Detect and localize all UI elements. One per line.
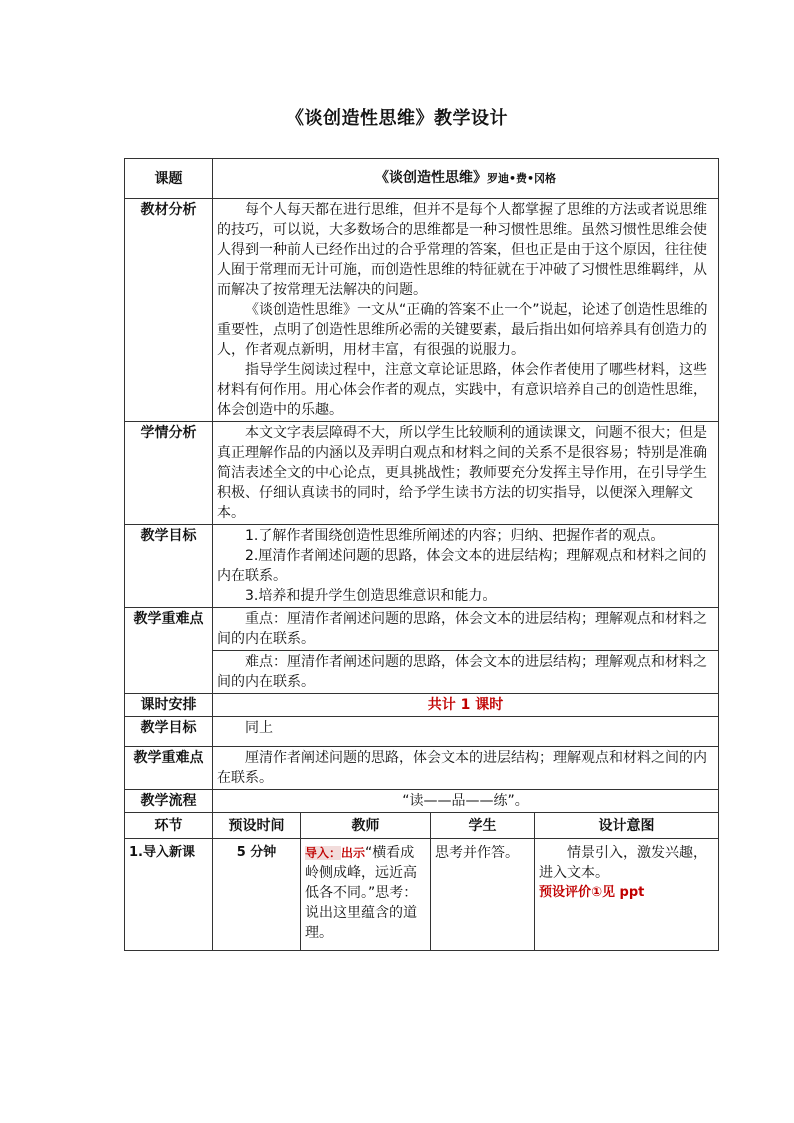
teacher-tag2: 出示	[341, 846, 366, 860]
header-intent: 设计意图	[535, 813, 719, 839]
topic-author: 罗迪•费•冈格	[486, 172, 557, 185]
topic-title: 《谈创造性思维》	[374, 170, 487, 186]
step1-time: 5 分钟	[213, 839, 301, 951]
header-time: 预设时间	[213, 813, 301, 839]
document-title: 《谈创造性思维》教学设计	[286, 108, 508, 129]
teacher-text: “横看成岭侧成峰，远近高低各不同。”思考：说出这里蕴含的道理。	[305, 845, 418, 941]
label-key2: 教学重难点	[125, 747, 213, 790]
label-goals: 教学目标	[125, 525, 213, 608]
step1-stage: 1.导入新课	[125, 839, 213, 951]
students-content	[213, 422, 719, 525]
row-step1	[125, 839, 719, 951]
key2-value	[213, 747, 719, 790]
hard-point	[213, 651, 719, 694]
material-paragraph: 每个人每天都在进行思维，但并不是每个人都掌握了思维的方法或者说思维的技巧，可以说，大多数场合的思维都是一种习惯性思维。虽然习惯性思维会使人得到一种前人已经作出过的合乎常理的答案，但也正是由于这个原因，往往使人囿于常理而无计可施，而创造性思维的特征就在于冲破了习惯性思维羁绊，从而解决了按常理无法解决的问题。	[217, 202, 707, 298]
goals2-value	[213, 717, 719, 747]
schedule-value: 共计 1 课时	[213, 694, 719, 717]
label-goals2: 教学目标	[125, 717, 213, 747]
key2-text: 厘清作者阐述问题的思路，体会文本的进层结构；理解观点和材料之间的内在联系。	[217, 750, 707, 786]
goal-item: 2.厘清作者阐述问题的思路，体会文本的进层结构；理解观点和材料之间的内在联系。	[217, 548, 707, 584]
row-key2	[125, 747, 719, 790]
row-key-point	[125, 608, 719, 651]
key-point-text: 重点：厘清作者阐述问题的思路，体会文本的进层结构；理解观点和材料之间的内在联系。	[217, 611, 707, 647]
label-topic: 课题	[125, 159, 213, 199]
hard-point-text: 难点：厘清作者阐述问题的思路，体会文本的进层结构；理解观点和材料之间的内在联系。	[217, 654, 707, 690]
row-flow	[125, 790, 719, 813]
material-paragraph: 《谈创造性思维》一文从“正确的答案不止一个”说起，论述了创造性思维的重要性，点明了创造性思维所必需的关键要素，最后指出如何培养具有创造力的人，作者观点新明，用材丰富，有很强的说服力。	[217, 302, 708, 358]
goals-content	[213, 525, 719, 608]
label-flow: 教学流程	[125, 790, 213, 813]
students-paragraph: 本文文字表层障碍不大，所以学生比较顺利的通读课文，问题不很大；但是真正理解作品的内涵以及弄明白观点和材料之间的关系不是很容易；特别是准确简洁表述全文的中心论点，更具挑战性；教师要充分发挥主导作用，在引导学生积极、仔细认真读书的同时，给予学生读书方法的切实指导，以便深入理解文本。	[217, 425, 707, 521]
label-schedule: 课时安排	[125, 694, 213, 717]
row-topic	[125, 159, 719, 199]
label-key: 教学重难点	[125, 608, 213, 694]
header-student: 学生	[431, 813, 535, 839]
step1-teacher	[301, 839, 431, 951]
intent-note: 预设评价①见 ppt	[539, 885, 645, 900]
material-paragraph: 指导学生阅读过程中，注意文章论证思路，体会作者使用了哪些材料，这些材料有何作用。用心体会作者的观点，实践中，有意识培养自己的创造性思维，体会创造中的乐趣。	[217, 362, 707, 418]
label-students: 学情分析	[125, 422, 213, 525]
row-schedule	[125, 694, 719, 717]
header-stage: 环节	[125, 813, 213, 839]
row-hard-point	[125, 651, 719, 694]
lesson-plan-table	[124, 158, 719, 951]
header-teacher: 教师	[301, 813, 431, 839]
teacher-tag: 导入：	[305, 846, 342, 860]
goals2-text: 同上	[245, 720, 273, 736]
label-material: 教材分析	[125, 199, 213, 422]
step1-intent	[535, 839, 719, 951]
key-point	[213, 608, 719, 651]
row-goals	[125, 525, 719, 608]
flow-value: “读——品——练”。	[213, 790, 719, 813]
goal-item: 3.培养和提升学生创造思维意识和能力。	[245, 588, 497, 604]
row-goals2	[125, 717, 719, 747]
step1-student: 思考并作答。	[431, 839, 535, 951]
row-material	[125, 199, 719, 422]
intent-text: 情景引入，激发兴趣，进入文本。	[539, 845, 707, 881]
topic-value	[213, 159, 719, 199]
material-content	[213, 199, 719, 422]
row-headers	[125, 813, 719, 839]
goal-item: 1.了解作者围绕创造性思维所阐述的内容；归纳、把握作者的观点。	[245, 528, 665, 544]
row-students	[125, 422, 719, 525]
